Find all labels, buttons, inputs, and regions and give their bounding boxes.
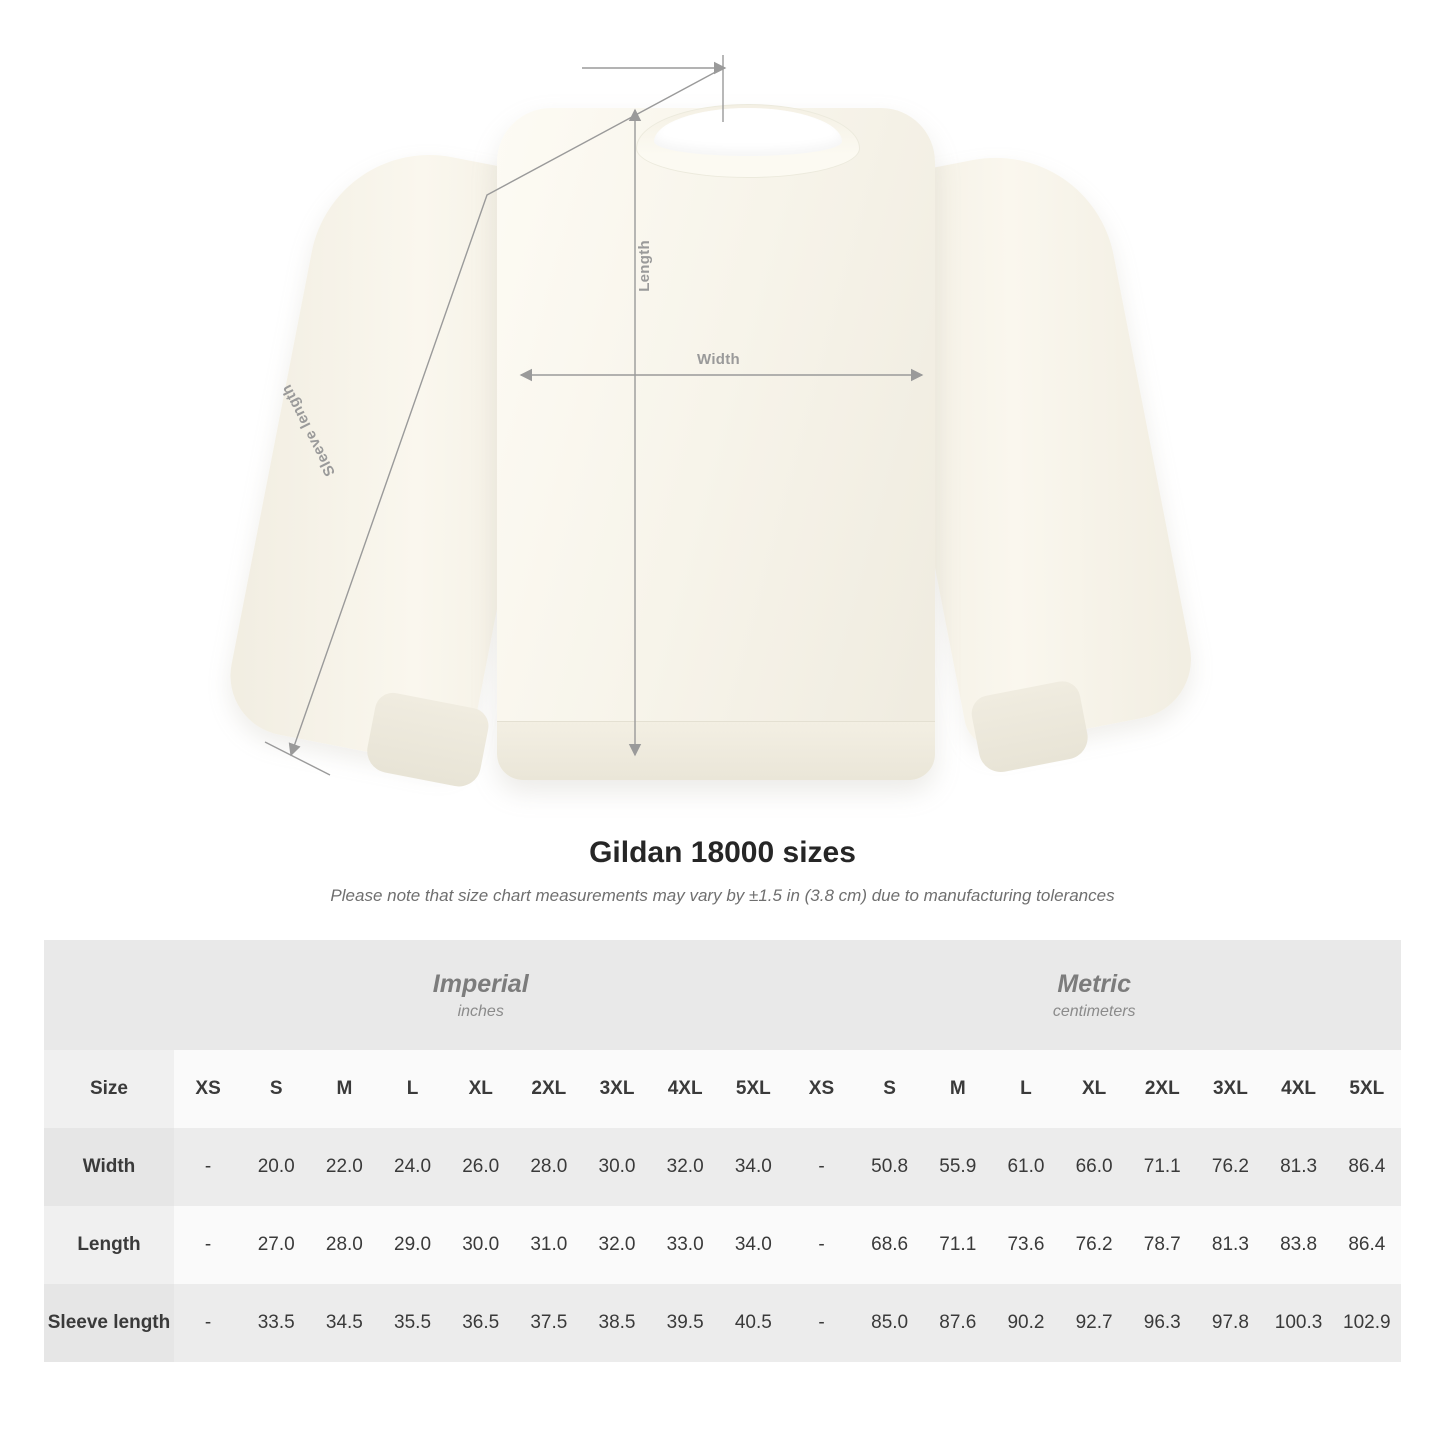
size-col-3xl-imp: 3XL (583, 1050, 651, 1128)
cell: 28.0 (515, 1128, 583, 1206)
metric-header (787, 940, 1401, 1050)
size-col-s-imp: S (242, 1050, 310, 1128)
cell: 39.5 (651, 1284, 719, 1362)
cell: 31.0 (515, 1206, 583, 1284)
cell: 83.8 (1265, 1206, 1333, 1284)
cell: 27.0 (242, 1206, 310, 1284)
size-col-2xl-met: 2XL (1128, 1050, 1196, 1128)
table-row (44, 1206, 1401, 1284)
size-col-2xl-imp: 2XL (515, 1050, 583, 1128)
imperial-sub: inches (457, 1002, 504, 1020)
cell: 96.3 (1128, 1284, 1196, 1362)
cell: 92.7 (1060, 1284, 1128, 1362)
cell: 68.6 (856, 1206, 924, 1284)
width-label: Width (697, 351, 741, 368)
tolerance-note: Please note that size chart measurements may vary by ±1.5 in (3.8 cm) due to manufacturing tolerances (330, 886, 1115, 905)
cell: 22.0 (310, 1128, 378, 1206)
cell: 55.9 (924, 1128, 992, 1206)
cell: 26.0 (447, 1128, 515, 1206)
cell: 50.8 (856, 1128, 924, 1206)
column-header-size: Size (44, 1050, 174, 1128)
cell: 76.2 (1060, 1206, 1128, 1284)
cell: 35.5 (378, 1284, 446, 1362)
page-title: Gildan 18000 sizes (589, 836, 856, 869)
cell: 71.1 (924, 1206, 992, 1284)
size-col-m-imp: M (310, 1050, 378, 1128)
cell: 34.5 (310, 1284, 378, 1362)
cell: 36.5 (447, 1284, 515, 1362)
cell: 86.4 (1333, 1206, 1401, 1284)
size-col-l-met: L (992, 1050, 1060, 1128)
cell: 86.4 (1333, 1128, 1401, 1206)
length-label: Length (636, 240, 653, 292)
cell: - (174, 1206, 242, 1284)
size-col-m-met: M (924, 1050, 992, 1128)
cell: 30.0 (447, 1206, 515, 1284)
size-col-5xl-imp: 5XL (719, 1050, 787, 1128)
cell: 24.0 (378, 1128, 446, 1206)
cell: 102.9 (1333, 1284, 1401, 1362)
cell: - (787, 1206, 855, 1284)
table-row (44, 1128, 1401, 1206)
cell: 81.3 (1196, 1206, 1264, 1284)
cell: 34.0 (719, 1128, 787, 1206)
cell: 90.2 (992, 1284, 1060, 1362)
cell: - (787, 1128, 855, 1206)
table-row (44, 1284, 1401, 1362)
row-label-sleeve-length: Sleeve length (44, 1284, 174, 1362)
cell: 87.6 (924, 1284, 992, 1362)
imperial-name: Imperial (432, 969, 529, 998)
size-col-xs-imp: XS (174, 1050, 242, 1128)
cell: 66.0 (1060, 1128, 1128, 1206)
cell: - (787, 1284, 855, 1362)
imperial-header (174, 940, 787, 1050)
sleeve-bottom-tick (265, 742, 330, 775)
size-col-l-imp: L (378, 1050, 446, 1128)
cell: 28.0 (310, 1206, 378, 1284)
metric-name: Metric (1057, 969, 1132, 998)
size-col-xl-met: XL (1060, 1050, 1128, 1128)
size-col-s-met: S (856, 1050, 924, 1128)
cell: 20.0 (242, 1128, 310, 1206)
cell: 29.0 (378, 1206, 446, 1284)
size-table (44, 940, 1401, 1362)
size-col-xs-met: XS (787, 1050, 855, 1128)
cell: 76.2 (1196, 1128, 1264, 1206)
size-col-5xl-met: 5XL (1333, 1050, 1401, 1128)
cell: 33.5 (242, 1284, 310, 1362)
cell: 81.3 (1265, 1128, 1333, 1206)
size-chart (44, 940, 1401, 1362)
metric-sub: centimeters (1052, 1002, 1136, 1020)
cell: 38.5 (583, 1284, 651, 1362)
cell: 61.0 (992, 1128, 1060, 1206)
cell: - (174, 1128, 242, 1206)
size-header-row (44, 1050, 1401, 1128)
cell: 30.0 (583, 1128, 651, 1206)
cell: 40.5 (719, 1284, 787, 1362)
cell: 37.5 (515, 1284, 583, 1362)
cell: 73.6 (992, 1206, 1060, 1284)
cell: 33.0 (651, 1206, 719, 1284)
cell: 85.0 (856, 1284, 924, 1362)
cell: 32.0 (583, 1206, 651, 1284)
cell: - (174, 1284, 242, 1362)
cell: 71.1 (1128, 1128, 1196, 1206)
cell: 34.0 (719, 1206, 787, 1284)
size-col-xl-imp: XL (447, 1050, 515, 1128)
sleeve-length-label: Sleeve length (278, 381, 339, 479)
sleeve-measure-line (291, 68, 723, 755)
unit-header-spacer (44, 940, 174, 1050)
row-label-width: Width (44, 1128, 174, 1206)
unit-header-row (44, 940, 1401, 1050)
cell: 32.0 (651, 1128, 719, 1206)
size-col-3xl-met: 3XL (1196, 1050, 1264, 1128)
cell: 100.3 (1265, 1284, 1333, 1362)
row-label-length: Length (44, 1206, 174, 1284)
cell: 97.8 (1196, 1284, 1264, 1362)
cell: 78.7 (1128, 1206, 1196, 1284)
size-col-4xl-met: 4XL (1265, 1050, 1333, 1128)
size-col-4xl-imp: 4XL (651, 1050, 719, 1128)
